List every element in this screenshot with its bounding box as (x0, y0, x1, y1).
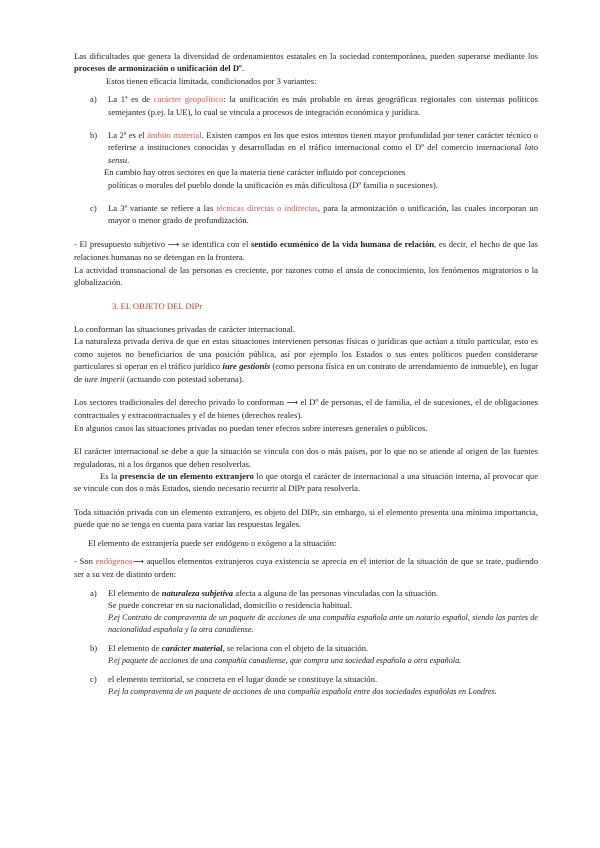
list-item-b: b) La 2ª es el ámbito material. Existen campos en los que estos intentos tienen mayor profundidad por tener carácter técnico o referirse a instituciones conocidas y desarrolladas en el tráfico internacional como el Dº del comercio internacional lato sensu. (90, 130, 539, 165)
bold-term: iure gestionis (222, 361, 271, 372)
endogenous-paragraph: - Son endógenos⟶ aquellos elementos extranjeros cuya existencia se aprecia en el interior de la situación de que se trate, pudiendo ser a su vez de distinto orden: (74, 556, 538, 580)
list-item-c: c) La 3ª variante se refiere a las técnicas directas o indirectas, para la armonización o unificación, las cuales incorporan un mayor o menor grado de profundización. (90, 203, 538, 226)
example-text: P.ej la compraventa de un paquete de acciones de una compañía española entre dos sociedades españolas en Londres. (108, 686, 497, 696)
endogenous-exogenous-paragraph: El elemento de extranjería puede ser endógeno o exógeno a la situación: (88, 537, 337, 548)
example-text: P.ej Contrato de compraventa de un paquete de acciones de una compañía española ante un notario español, siendo las partes de nacionalidad española y la otra canadiense. (108, 612, 538, 635)
international-character-paragraph: El carácter internacional se debe a que la situación se vincula con dos o más países, por lo que no se atiende al origen de las fuentes reguladoras, ni a los órganos que deben resolverlas. (74, 446, 538, 469)
list-item-b: b) El elemento de carácter material, se relaciona con el objeto de la situación. P.ej paquete de acciones de una compañía canadiense, que compra una sociedad española a otra española. (74, 642, 538, 667)
arrow-icon: ⟶ (132, 557, 144, 566)
subjective-premise-paragraph: - El presupuesto subjetivo ⟶ se identifica con el sentido ecuménico de la vida humana de relación, es decir, el hecho de que las relaciones humanas no se detengan en la frontera. (74, 238, 538, 263)
example-text: P.ej paquete de acciones de una compañía canadiense, que compra una sociedad española a otra española. (108, 655, 462, 665)
section-heading: 3. EL OBJETO DEL DIPr (112, 300, 203, 311)
foreign-element-paragraph: Es la presencia de un elemento extranjero lo que otorga el carácter de internacional a una situación interna, al provocar que se vincule con dos o más Estados, siendo necesario recurrir al DIPr para resolverla. (74, 470, 539, 494)
transnational-paragraph: La actividad transnacional de las personas es creciente, por razones como el ansia de conocimiento, los fenómenos migratorios o la globalización. (74, 264, 538, 288)
sectors-paragraph: Los sectores tradicionales del derecho privado lo conforman ⟶ el Dº de personas, el de familia, el de sucesiones, el de obligaciones contractuales y extracontractuales y el de bienes (derechos reales). (74, 396, 538, 421)
foreign-element-scope-paragraph: Toda situación privada con un elemento extranjero, es objeto del DIPr, sin embargo, si el elemento presenta una mínima importancia, puede que no se tenga en cuenta para variar las respuestas legales. (74, 506, 538, 530)
list-item-c: c) el elemento territorial, se concreta en el lugar donde se constituye la situación. P.ej la compraventa de un paquete de acciones de una compañía española entre dos sociedades españolas en Londres. (74, 673, 538, 698)
bold-term: carácter material (161, 643, 223, 654)
public-interest-paragraph: En algunos casos las situaciones privadas no puedan tener efectos sobre intereses generales o públicos. (74, 422, 428, 433)
variants-intro: Estos tienen eficacia limitada, condicionados por 3 variantes: (106, 75, 317, 86)
highlight-term: carácter geopolítico (153, 94, 224, 105)
highlight-term: ámbito material (147, 130, 202, 141)
highlight-term: endógenos (95, 556, 133, 566)
bold-term: procesos de armonización o unificación del Dº (74, 63, 242, 74)
list-item-b-extra: En cambio hay otros sectores en que la materia tiene carácter influido por concepciones (104, 167, 406, 178)
object-paragraph: Lo conforman las situaciones privadas de carácter internacional. (74, 323, 295, 334)
intro-paragraph: Las dificultades que genera la diversidad de ordenamientos estatales en la sociedad contemporánea, pueden superarse mediante los procesos de armonización o unificación del Dº. (74, 51, 538, 74)
arrow-icon: ⟶ (167, 239, 180, 249)
list-item-b-extra: políticas o morales del pueblo donde la unificación es más dificultosa (Dº familia o sucesiones). (108, 179, 438, 190)
list-item-a: a) El elemento de naturaleza subjetiva afecta a alguna de las personas vinculadas con la situación. Se puede concretar en su nacionalidad, domicilio o residencia habitual. P.ej Contrato de compraventa de un paquete de acciones de una compañía española ante un notario español, siendo las partes de nacionalidad española y la otra canadiense. (74, 587, 538, 637)
document-page (74, 50, 538, 698)
bold-term: sentido ecuménico de la vida humana de relación (251, 238, 435, 249)
list-item-a: a) La 1ª es de carácter geopolítico: la unificación es más probable en áreas geográficas regionales con sistemas políticos semejantes (p.ej. la UE), lo cual se vincula a procesos de integración económica y jurídica. (90, 94, 538, 117)
highlight-term: técnicas directas o indirectas (216, 203, 318, 214)
bold-term: presencia de un elemento extranjero (119, 470, 254, 481)
arrow-icon: ⟶ (286, 397, 298, 407)
private-nature-paragraph: La naturaleza privada deriva de que en estas situaciones intervienen personas físicas o jurídicas que actúan a título particular, esto es como sujetos no beneficiarios de una posición pública, así por ejemplo los Estados o sus entes políticos pueden considerarse particulares si operan en el tráfico jurídico iure gestionis (como persona física en un contrato de arrendamiento de inmueble), en lugar de iure imperii (actuando con potestad soberana). (74, 336, 538, 384)
bold-term: naturaleza subjetiva (161, 587, 234, 598)
